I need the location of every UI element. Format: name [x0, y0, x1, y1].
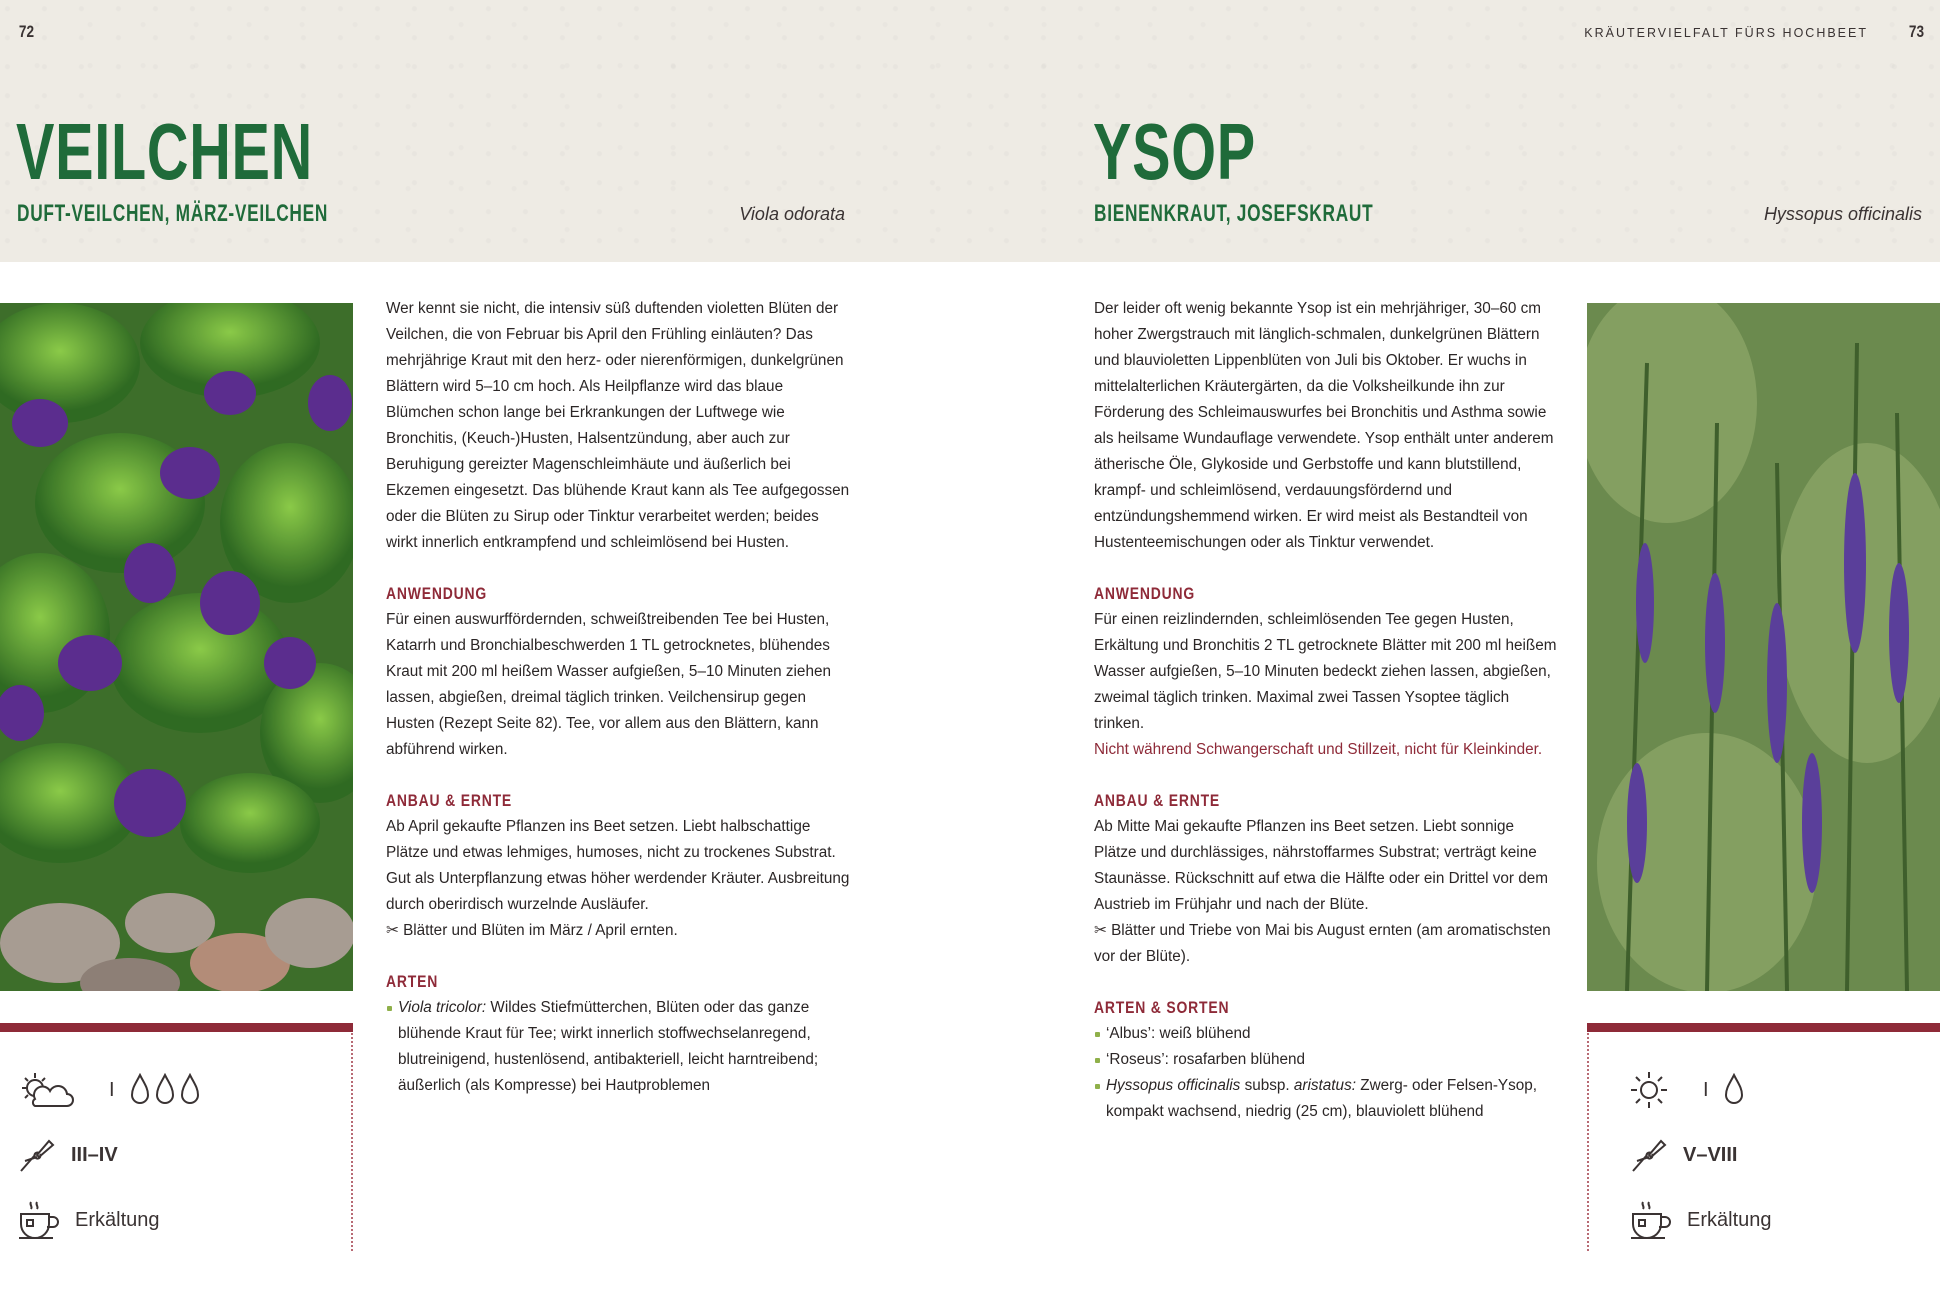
- harvest-row: [1629, 1133, 1772, 1177]
- dotted-divider-right: [1587, 1033, 1589, 1251]
- use-row: [1629, 1198, 1772, 1242]
- latin-name-left: Viola odorata: [739, 204, 845, 224]
- variety-item: ‘Roseus’: rosafarben blühend: [1094, 1047, 1560, 1073]
- tea-cup-icon: [1629, 1200, 1673, 1240]
- plant-title-left: VEILCHEN: [16, 107, 313, 196]
- running-title: KRÄUTERVIELFALT FÜRS HOCHBEET: [1584, 26, 1868, 40]
- variety-text: Zwerg- oder Felsen-Ysop, kompakt wachsend, niedrig (25 cm), blauviolett blühend: [1106, 1077, 1538, 1120]
- plant-title-right: YSOP: [1093, 107, 1256, 196]
- pruning-shears-icon: ✂: [1094, 922, 1112, 939]
- tea-cup-icon: [17, 1200, 61, 1240]
- light-water-row: [17, 1068, 215, 1112]
- section-heading-growing: ANBAU & ERNTE: [386, 791, 513, 810]
- fact-separator: I: [109, 1078, 115, 1101]
- sun-cloud-icon: [17, 1070, 75, 1110]
- use-label: Erkältung: [75, 1208, 160, 1231]
- intro-text: Der leider oft wenig bekannte Ysop ist ein mehrjähriger, 30–60 cm hoher Zwergstrauch mit länglich-schmalen, dunkelgrünen Blättern und blauvioletten Lippenblüten von Juli bis Oktober. Er wuchs in mittelalterlichen Kräutergärten, da die Volksheilkunde ihn zur Förderung des Schleimauswurfes bei Bronchitis und Asthma sowie als heilsame Wundauflage verwendete. Ysop enthält unter anderem ätherische Öle, Glykoside und Gerbstoffe und kann blutstillend, krampf- und schleimlösend, verdauungsfördernd und entzündungshemmend wirken. Er wird meist als Bestandteil von Hustenteemischungen oder als Tinktur verwendet.: [1094, 300, 1554, 551]
- facts-divider-right: [1587, 1023, 1940, 1032]
- harvest-line: [1094, 918, 1560, 970]
- plant-subtitle-right: BIENENKRAUT, JOSEFSKRAUT: [1094, 200, 1374, 227]
- water-drop-icon: [1723, 1073, 1747, 1107]
- water-drops-icon: [129, 1073, 201, 1107]
- section-heading-usage: ANWENDUNG: [386, 584, 488, 603]
- variety-item: ‘Albus’: weiß blühend: [1094, 1021, 1560, 1047]
- sun-icon: [1629, 1070, 1669, 1110]
- variety-item: [1094, 1073, 1560, 1125]
- section-heading-usage: ANWENDUNG: [1094, 584, 1196, 603]
- harvest-row: [17, 1133, 215, 1177]
- section-heading-varieties: ARTEN & SORTEN: [1094, 998, 1230, 1017]
- variety-latin: Hyssopus officinalis: [1106, 1077, 1241, 1094]
- usage-text: Für einen reizlindernden, schleimlösenden Tee gegen Husten, Erkältung und Bronchitis 2 TL getrocknete Blätter mit 200 ml heißem Wasser aufgießen, 5–10 Minuten bedeckt ziehen lassen, abgießen, zweimal täglich trinken. Maximal zwei Tassen Ysoptee täglich trinken.: [1094, 611, 1557, 732]
- harvest-months: III–IV: [71, 1143, 118, 1166]
- pruning-shears-icon: [1629, 1135, 1669, 1175]
- variety-text: Wildes Stiefmütterchen, Blüten oder das ganze blühende Kraut für Tee; wirkt innerlich stoffwechselanregend, blutreinigend, hustenlösend, antibakteriell, leicht harntreibend; äußerlich (als Kompresse) bei Hautproblemen: [398, 999, 819, 1094]
- facts-divider-left: [0, 1023, 353, 1032]
- variety-latin-sub: aristatus:: [1293, 1077, 1356, 1094]
- text-column-right: [1094, 296, 1560, 1125]
- growing-text: Ab Mitte Mai gekaufte Pflanzen ins Beet setzen. Liebt sonnige Plätze und durchlässiges, nährstoffarmes Substrat; verträgt keine Staunässe. Rückschnitt auf etwa die Hälfte oder ein Drittel vor dem Austrieb im Frühjahr und nach der Blüte.: [1094, 818, 1549, 913]
- section-heading-growing: ANBAU & ERNTE: [1094, 791, 1221, 810]
- dotted-divider-left: [351, 1033, 353, 1251]
- violet-image: [0, 303, 353, 991]
- variety-rank: subsp.: [1240, 1077, 1294, 1094]
- facts-right: [1629, 1068, 1772, 1263]
- harvest-months: V–VIII: [1683, 1143, 1738, 1166]
- text-column-left: [386, 296, 852, 1099]
- plant-subtitle-left: DUFT-VEILCHEN, MÄRZ-VEILCHEN: [17, 200, 329, 227]
- hyssop-image: [1587, 303, 1940, 991]
- hyssop-photo: [1587, 303, 1940, 991]
- use-label: Erkältung: [1687, 1208, 1772, 1231]
- variety-latin: Viola tricolor:: [398, 999, 487, 1016]
- pruning-shears-icon: [17, 1135, 57, 1175]
- pruning-shears-icon: ✂: [386, 922, 404, 939]
- page-number-left: 72: [18, 22, 35, 41]
- harvest-text: Blätter und Blüten im März / April ernten.: [403, 922, 678, 939]
- light-water-row: [1629, 1068, 1772, 1112]
- warning-text: Nicht während Schwangerschaft und Stillzeit, nicht für Kleinkinder.: [1094, 741, 1543, 758]
- violet-photo: [0, 303, 353, 991]
- page-number-right: 73: [1908, 22, 1925, 41]
- intro-text: Wer kennt sie nicht, die intensiv süß duftenden violetten Blüten der Veilchen, die von Februar bis April den Frühling einläuten? Das mehrjährige Kraut mit den herz- oder nierenförmigen, dunkelgrünen Blättern wird 5–10 cm hoch. Als Heilpflanze wird das blaue Blümchen schon lange bei Erkrankungen der Luftwege wie Bronchitis, (Keuch-)Husten, Halsentzündung, aber auch zur Beruhigung gereizter Magenschleimhäute und äußerlich bei Ekzemen eingesetzt. Das blühende Kraut kann als Tee aufgegossen oder die Blüten zu Sirup oder Tinktur verarbeitet werden; beides wirkt innerlich entkrampfend und schleimlösend bei Husten.: [386, 300, 850, 551]
- harvest-line: [386, 918, 852, 944]
- usage-text: Für einen auswurffördernden, schweißtreibenden Tee bei Husten, Katarrh und Bronchialbeschwerden 1 TL getrocknetes, blühendes Kraut mit 200 ml heißem Wasser aufgießen, 5–10 Minuten ziehen lassen, abgießen, dreimal täglich trinken. Veilchensirup gegen Husten (Rezept Seite 82). Tee, vor allem aus den Blättern, kann abführend wirken.: [386, 611, 831, 758]
- use-row: [17, 1198, 215, 1242]
- variety-item: [386, 995, 852, 1099]
- facts-left: [17, 1068, 215, 1263]
- latin-name-right: Hyssopus officinalis: [1763, 204, 1922, 224]
- growing-text: Ab April gekaufte Pflanzen ins Beet setzen. Liebt halbschattige Plätze und etwas lehmiges, humoses, nicht zu trockenes Substrat. Gut als Unterpflanzung etwas höher werdender Kräuter. Ausbreitung durch oberirdisch wurzelnde Ausläufer.: [386, 818, 850, 913]
- section-heading-varieties: ARTEN: [386, 972, 439, 991]
- fact-separator: I: [1703, 1078, 1709, 1101]
- harvest-text: Blätter und Triebe von Mai bis August ernten (am aromatischsten vor der Blüte).: [1094, 922, 1551, 965]
